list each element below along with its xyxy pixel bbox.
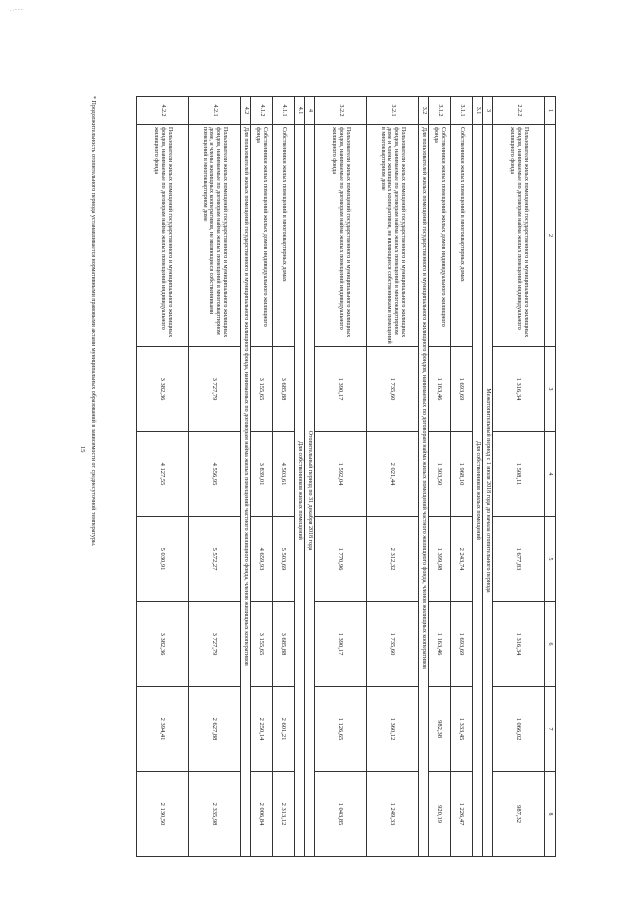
rotated-page-content xyxy=(90,96,556,856)
row-code: 2.2.2 xyxy=(493,97,545,125)
tariff-value: 4 127,55 xyxy=(137,432,189,517)
tariff-value: 2 601,21 xyxy=(273,687,295,772)
table-row xyxy=(137,97,189,857)
row-code: 3.1.2 xyxy=(429,97,451,125)
tariff-value: 1 735,60 xyxy=(367,347,419,432)
row-code: 4.2.1 xyxy=(189,97,241,125)
tariff-value: 1 508,11 xyxy=(493,432,545,517)
row-code: 3.2 xyxy=(419,97,429,125)
table-row xyxy=(273,97,295,857)
tariff-value: 2 021,44 xyxy=(367,432,419,517)
tariff-value: 3 727,79 xyxy=(189,602,241,687)
row-description: Пользователи жилых помещений государственного и муниципального жилищных фондов, нанимаемые по договорам найма жилых помещений в многоквартирном доме, и члены жилищных кооперативов, не являющиеся собственниками помещений в многоквартирном доме xyxy=(189,125,241,347)
row-description: Собственники жилых помещений в многоквартирных домах xyxy=(273,125,295,347)
tariff-value: 1 390,17 xyxy=(315,347,367,432)
row-code: 4.2 xyxy=(241,97,251,125)
table-row xyxy=(483,97,493,857)
tariff-value: 1 770,96 xyxy=(315,517,367,602)
row-description: Собственники жилых помещений жилых домов индивидуального жилищного фонда xyxy=(251,125,273,347)
tariff-value: 3 685,88 xyxy=(273,602,295,687)
tariff-value: 1 693,69 xyxy=(451,602,473,687)
tariff-value: 4 503,61 xyxy=(273,432,295,517)
table-row xyxy=(251,97,273,857)
table-body xyxy=(137,97,545,857)
row-description: Пользователи жилых помещений государственного и муниципального жилищных фондов, нанимаемые по договорам найма жилых помещений индивидуального жилищного фонда xyxy=(137,125,189,347)
tariff-value: 1 249,33 xyxy=(367,772,419,857)
tariff-value: 1 333,45 xyxy=(451,687,473,772)
tariff-value: 3 727,79 xyxy=(189,347,241,432)
tariff-value: 3 839,01 xyxy=(251,432,273,517)
tariff-value: 1 968,10 xyxy=(451,432,473,517)
table-row xyxy=(315,97,367,857)
tariff-value: 1 163,46 xyxy=(429,602,451,687)
column-header: 3 xyxy=(545,347,556,432)
row-code: 4 xyxy=(305,97,315,125)
tariff-value: 1 390,17 xyxy=(315,602,367,687)
table-row xyxy=(241,97,251,857)
tariff-value: 1 677,83 xyxy=(493,517,545,602)
column-header: 7 xyxy=(545,687,556,772)
row-code: 4.1 xyxy=(295,97,305,125)
tariff-table xyxy=(136,96,556,857)
tariff-value: 2 130,50 xyxy=(137,772,189,857)
section-heading: Для собственников жилых помещений xyxy=(295,125,305,857)
tariff-value: 2 312,32 xyxy=(367,517,419,602)
tariff-value: 2 243,74 xyxy=(451,517,473,602)
header-row xyxy=(545,97,556,857)
column-header: 8 xyxy=(545,772,556,857)
tariff-value: 3 155,65 xyxy=(251,347,273,432)
page-number: 15 xyxy=(79,446,86,453)
row-code: 3.2.2 xyxy=(315,97,367,125)
tariff-value: 2 313,12 xyxy=(273,772,295,857)
row-code: 3 xyxy=(483,97,493,125)
tariff-value: 1 303,50 xyxy=(429,432,451,517)
column-header: 4 xyxy=(545,432,556,517)
table-row xyxy=(493,97,545,857)
tariff-value: 1 360,12 xyxy=(367,687,419,772)
tariff-value: 1 226,47 xyxy=(451,772,473,857)
section-heading: Межотопительный период с 1 июля 2018 года до начала отопительного периода xyxy=(483,125,493,857)
tariff-value: 5 030,91 xyxy=(137,517,189,602)
section-heading: Отопительный период по 31 декабря 2018 года xyxy=(305,125,315,857)
row-code: 3.1.1 xyxy=(451,97,473,125)
column-header: 5 xyxy=(545,517,556,602)
tariff-value: 1 316,34 xyxy=(493,602,545,687)
tariff-value: 982,38 xyxy=(429,687,451,772)
tariff-value: 1 592,04 xyxy=(315,432,367,517)
tariff-value: 1 163,46 xyxy=(429,347,451,432)
table-row xyxy=(295,97,305,857)
row-code: 3.2.1 xyxy=(367,97,419,125)
row-code: 4.1.1 xyxy=(273,97,295,125)
table-row xyxy=(419,97,429,857)
section-heading: Для пользователей жилых помещений государственного и муниципального жилищного фонда, нанимаемых по договорам найма жилых помещений частного жилищного фонда, членов жилищных кооперативов xyxy=(241,125,251,857)
tariff-value: 2 250,14 xyxy=(251,687,273,772)
table-row xyxy=(473,97,483,857)
table-row xyxy=(429,97,451,857)
row-description: Собственники жилых помещений жилых домов индивидуального жилищного фонда xyxy=(429,125,451,347)
row-description: Пользователи жилых помещений государственного и муниципального жилищных фондов, нанимаемые по договорам найма жилых помещений в многоквартирном доме и члены жилищных кооперативов, не являющиеся собственниками помещений в многоквартирном доме xyxy=(367,125,419,347)
table-row xyxy=(305,97,315,857)
section-heading: Для собственников жилых помещений xyxy=(473,125,483,857)
row-description: Собственники жилых помещений в многоквартирных домах xyxy=(451,125,473,347)
tariff-value: 4 556,95 xyxy=(189,432,241,517)
tariff-value: 1 693,69 xyxy=(451,347,473,432)
table-row xyxy=(451,97,473,857)
row-code: 4.1.2 xyxy=(251,97,273,125)
row-code: 4.2.2 xyxy=(137,97,189,125)
column-header: 2 xyxy=(545,125,556,347)
tariff-value: 2 335,98 xyxy=(189,772,241,857)
tariff-value: 1 043,85 xyxy=(315,772,367,857)
column-header: 1 xyxy=(545,97,556,125)
tariff-value: 5 503,69 xyxy=(273,517,295,602)
row-code: 3.1 xyxy=(473,97,483,125)
column-header: 6 xyxy=(545,602,556,687)
tariff-value: 3 155,65 xyxy=(251,602,273,687)
tariff-value: 1 735,60 xyxy=(367,602,419,687)
tariff-value: 2 627,88 xyxy=(189,687,241,772)
row-description: Пользователи жилых помещений государственного и муниципального жилищных фондов, нанимаемые по договорам найма жилых помещений индивидуального жилищного фонда xyxy=(315,125,367,347)
tariff-value: 987,32 xyxy=(493,772,545,857)
table-row xyxy=(367,97,419,857)
tariff-value: 1 399,98 xyxy=(429,517,451,602)
tariff-value: 3 382,36 xyxy=(137,602,189,687)
tariff-value: 1 316,34 xyxy=(493,347,545,432)
tariff-value: 920,19 xyxy=(429,772,451,857)
table-row xyxy=(189,97,241,857)
tariff-value: 2 394,41 xyxy=(137,687,189,772)
footnote: * Продолжительность отопительного периода устанавливается нормативными правовыми актами муниципальных образований в зависимости от среднесуточной температуры. xyxy=(90,96,96,547)
tariff-value: 4 659,93 xyxy=(251,517,273,602)
tariff-value: 1 126,65 xyxy=(315,687,367,772)
tariff-value: 3 685,88 xyxy=(273,347,295,432)
section-heading: Для пользователей жилых помещений государственного и муниципального жилищного фондов, нанимаемых по договорам найма жилых помещений частного жилищного фонда, членов жилищных кооперативов xyxy=(419,125,429,857)
corner-mark: . . - - - xyxy=(10,8,23,13)
tariff-value: 5 572,27 xyxy=(189,517,241,602)
row-description: Пользователи жилых помещений государственного и муниципального жилищных фондов, нанимаемые по договорам найма жилых помещений индивидуального жилищного фонда xyxy=(493,125,545,347)
tariff-value: 2 006,84 xyxy=(251,772,273,857)
tariff-value: 3 382,36 xyxy=(137,347,189,432)
tariff-value: 1 066,02 xyxy=(493,687,545,772)
